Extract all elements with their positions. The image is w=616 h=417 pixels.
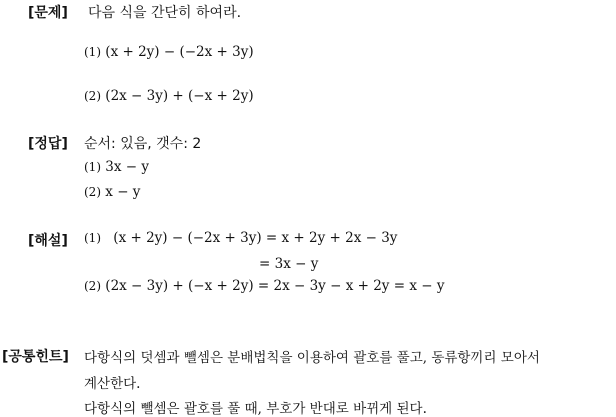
answer-item-1-number: (1) bbox=[84, 160, 101, 174]
answer-item-2-number: (2) bbox=[84, 185, 101, 199]
solution-line-1 bbox=[84, 230, 397, 246]
hint-line-2: 계산한다. bbox=[84, 376, 141, 392]
problem-item-1 bbox=[84, 44, 254, 60]
hint-label: [공통힌트] bbox=[2, 349, 69, 365]
solution-line-2: = 3x − y bbox=[259, 256, 319, 272]
problem-label: [문제] bbox=[28, 5, 68, 21]
answer-item-2 bbox=[84, 184, 140, 200]
solution-line-1-lhs: (x + 2y) − (−2x + 3y) bbox=[113, 230, 262, 246]
answer-item-1-expression: 3x − y bbox=[105, 159, 150, 175]
answer-item-2-expression: x − y bbox=[105, 184, 141, 200]
problem-item-1-expression: (x + 2y) − (−2x + 3y) bbox=[105, 44, 254, 60]
solution-line-1-number: (1) bbox=[84, 231, 101, 245]
solution-line-3 bbox=[84, 278, 444, 294]
hint-line-1: 다항식의 덧셈과 뺄셈은 분배법칙을 이용하여 괄호를 풀고, 동류항끼리 모아서 bbox=[84, 350, 540, 366]
solution-line-3-number: (2) bbox=[84, 279, 101, 293]
solution-line-1-rhs: = x + 2y + 2x − 3y bbox=[265, 230, 398, 246]
answer-item-1 bbox=[84, 159, 149, 175]
solution-label: [해설] bbox=[28, 233, 68, 249]
hint-line-3: 다항식의 뺄셈은 괄호를 풀 때, 부호가 반대로 바뀌게 된다. bbox=[84, 401, 427, 417]
problem-item-2-expression: (2x − 3y) + (−x + 2y) bbox=[105, 88, 254, 104]
answer-label: [정답] bbox=[28, 136, 68, 152]
answer-meta: 순서: 있음, 갯수: 2 bbox=[84, 136, 202, 152]
solution-line-3-expression: (2x − 3y) + (−x + 2y) = 2x − 3y − x + 2y = x − y bbox=[105, 278, 445, 294]
problem-item-2-number: (2) bbox=[84, 89, 101, 103]
problem-item-1-number: (1) bbox=[84, 45, 101, 59]
problem-prompt: 다음 식을 간단히 하여라. bbox=[88, 5, 242, 21]
problem-item-2 bbox=[84, 88, 254, 104]
